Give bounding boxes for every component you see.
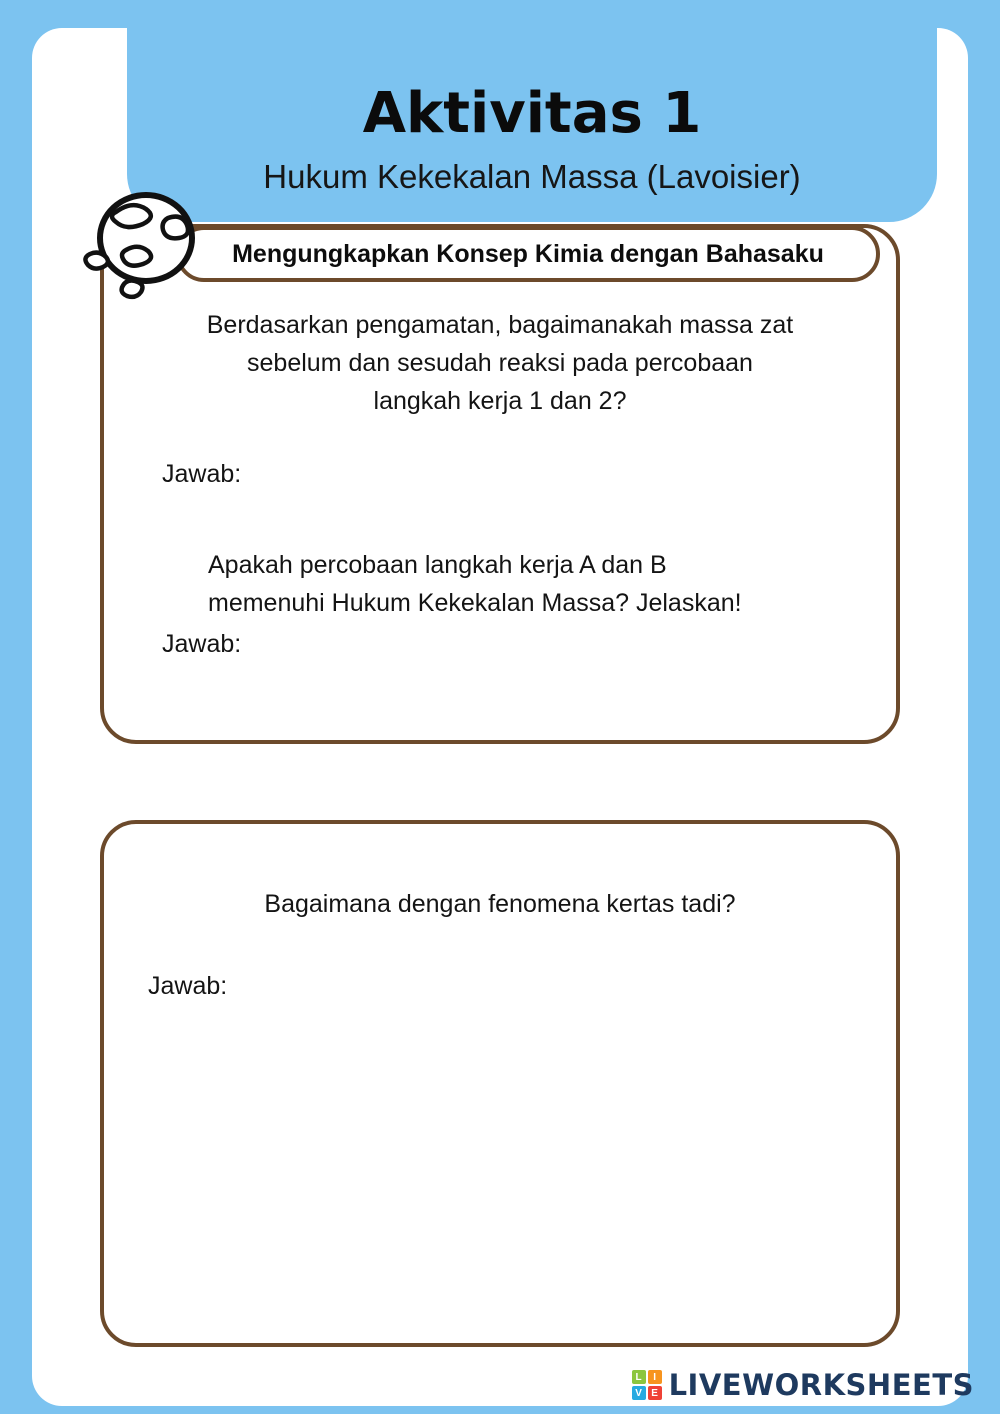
jawab-label-3: Jawab: — [148, 972, 228, 1000]
question-box-bahasaku — [100, 224, 900, 744]
header-banner — [127, 0, 937, 222]
logo-cell: V — [632, 1386, 646, 1400]
logo-cell: I — [648, 1370, 662, 1384]
answer-area-1[interactable] — [264, 454, 836, 524]
logo-cell: E — [648, 1386, 662, 1400]
answer-area-2[interactable] — [264, 624, 836, 724]
page-subtitle: Hukum Kekekalan Massa (Lavoisier) — [263, 158, 801, 195]
question-box-fenomena — [100, 820, 900, 1347]
worksheet-page — [32, 28, 974, 1406]
liveworksheets-footer — [632, 1368, 974, 1402]
liveworksheets-logo-icon — [632, 1370, 662, 1400]
section-heading: Mengungkapkan Konsep Kimia dengan Bahasaku — [176, 226, 880, 282]
page-title: Aktivitas 1 — [362, 81, 702, 147]
globe-doodle-icon — [80, 188, 212, 312]
answer-area-3[interactable] — [254, 964, 836, 1314]
logo-cell: L — [632, 1370, 646, 1384]
jawab-label-2: Jawab: — [162, 630, 242, 658]
question-2-text: Apakah percobaan langkah kerja A dan B memenuhi Hukum Kekekalan Massa? Jelaskan! — [208, 551, 742, 617]
brand-wordmark: LIVEWORKSHEETS — [668, 1368, 974, 1402]
question-3-text: Bagaimana dengan fenomena kertas tadi? — [264, 890, 736, 918]
jawab-label-1: Jawab: — [162, 460, 242, 488]
question-1-text: Berdasarkan pengamatan, bagaimanakah massa zat sebelum dan sesudah reaksi pada percobaan langkah kerja 1 dan 2? — [206, 311, 794, 415]
